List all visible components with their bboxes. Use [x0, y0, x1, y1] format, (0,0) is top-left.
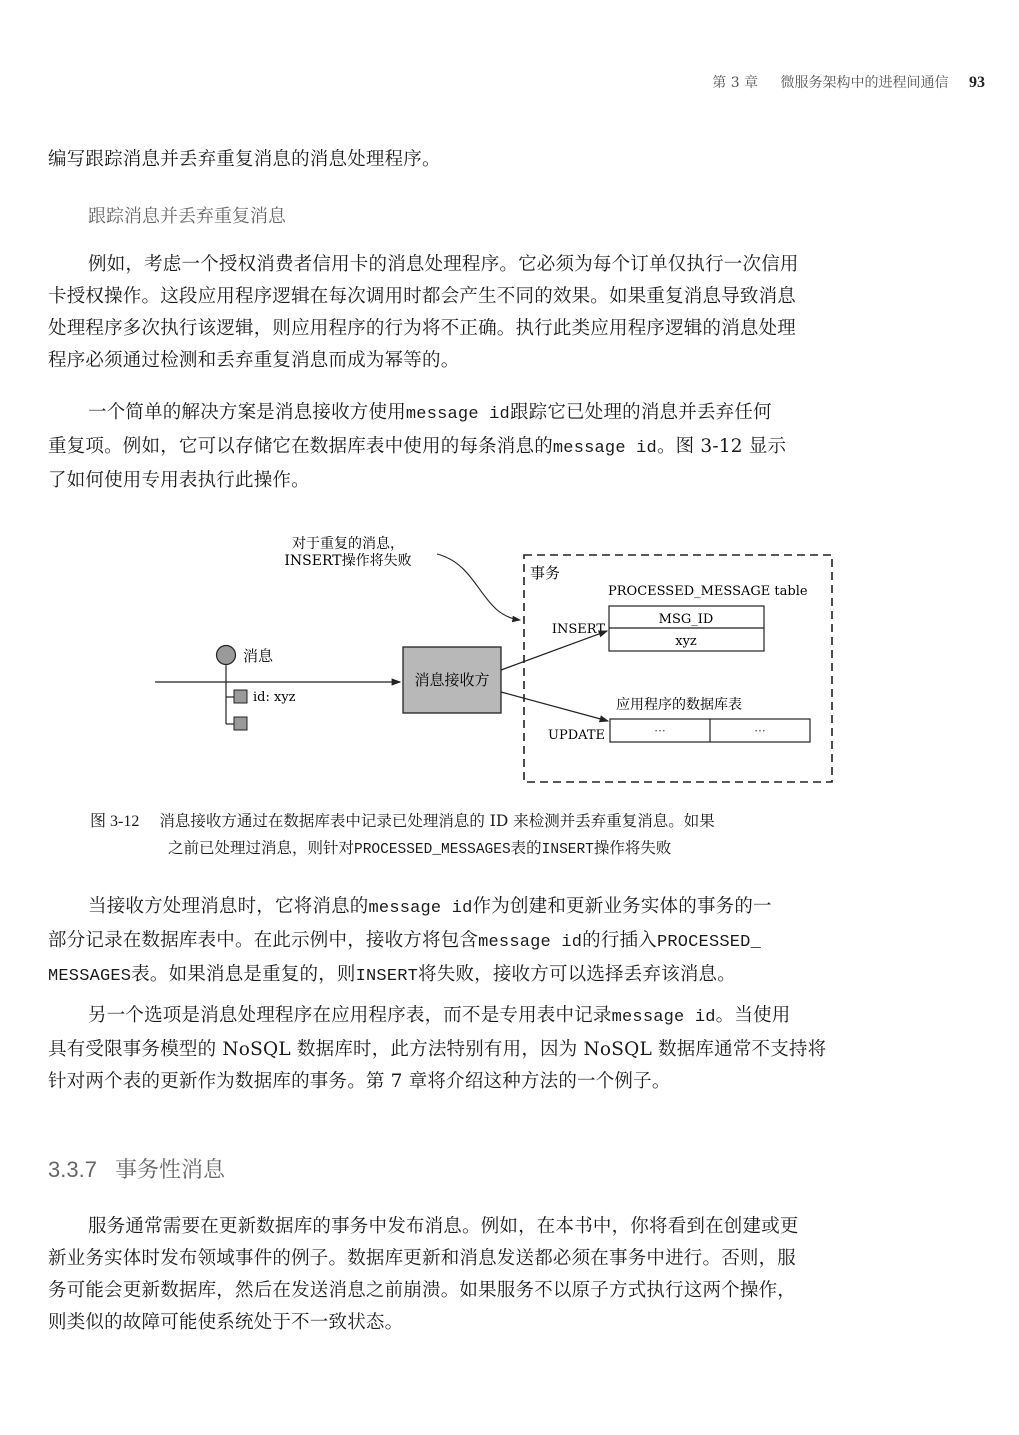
message-id-label: id: xyz	[253, 690, 296, 705]
text-line: 服务通常需要在更新数据库的事务中发布消息。例如，在本书中，你将看到在创建或更	[88, 1216, 799, 1237]
text-run: 。当使用	[715, 1005, 791, 1026]
section-number: 3.3.7	[48, 1157, 97, 1182]
code-message-id: message id	[611, 1008, 716, 1027]
page-number: 93	[969, 74, 985, 91]
chapter-number: 第 3 章	[712, 75, 759, 91]
transaction-label: 事务	[530, 564, 561, 582]
sub-heading: 跟踪消息并丢弃重复消息	[88, 206, 286, 227]
text-run: 将失败，接收方可以选择丢弃该消息。	[418, 964, 736, 985]
paragraph-3	[48, 891, 943, 993]
code-message-id: message id	[552, 439, 657, 458]
message-body-icon	[234, 717, 247, 730]
code-table-name: PROCESSED_MESSAGES	[354, 842, 511, 858]
code-message-id: message id	[368, 899, 473, 918]
message-header-icon	[234, 690, 247, 703]
processed-table-value: xyz	[675, 634, 697, 649]
text-line: 了如何使用专用表执行此操作。	[48, 470, 310, 491]
app-table-cell: ···	[654, 724, 666, 738]
text-run: 之前已处理过消息，则针对	[168, 839, 355, 857]
text-run: 操作将失败	[593, 839, 672, 857]
figure-caption	[90, 808, 950, 864]
update-arrow	[501, 692, 608, 721]
text-run: 重复项。例如，它可以存储它在数据库表中使用的每条消息的	[48, 436, 553, 457]
update-label: UPDATE	[548, 728, 605, 743]
paragraph-2	[48, 397, 943, 497]
message-label: 消息	[243, 647, 274, 665]
text-line	[48, 959, 943, 993]
chapter-title: 微服务架构中的进程间通信	[780, 75, 949, 91]
figure-number: 图 3-12	[90, 813, 140, 830]
running-header	[712, 72, 985, 92]
text-line: 则类似的故障可能使系统处于不一致状态。	[48, 1312, 404, 1333]
text-line: 处理程序多次执行该逻辑，则应用程序的行为将不正确。执行此类应用程序逻辑的消息处理	[48, 318, 797, 339]
code-table-name: MESSAGES	[48, 967, 132, 986]
insert-label: INSERT	[551, 622, 605, 637]
section-title: 事务性消息	[114, 1158, 225, 1183]
text-run: 。图 3-12 显示	[656, 436, 787, 457]
text-run: 部分记录在数据库表中。在此示例中，接收方将包含	[48, 930, 479, 951]
app-table-cell: ···	[754, 724, 766, 738]
text-run: 一个简单的解决方案是消息接收方使用	[88, 402, 406, 423]
text-run: 表的	[510, 839, 542, 857]
text-run: 当接收方处理消息时，它将消息的	[88, 896, 369, 917]
caption-line-2	[90, 835, 950, 864]
text-run: 另一个选项是消息处理程序在应用程序表，而不是专用表中记录	[88, 1005, 612, 1026]
annotation-arrow	[437, 554, 520, 620]
app-table-title: 应用程序的数据库表	[616, 697, 742, 713]
text-line: 新业务实体时发布领域事件的例子。数据库更新和消息发送都必须在事务中进行。否则，服	[48, 1248, 797, 1269]
code-message-id: message id	[478, 933, 583, 952]
message-icon	[217, 646, 236, 665]
text-line: 卡授权操作。这段应用程序逻辑在每次调用时都会产生不同的效果。如果重复消息导致消息	[48, 286, 797, 307]
text-line	[48, 1000, 943, 1034]
text-run: 的行插入	[582, 930, 657, 951]
code-message-id: message id	[405, 405, 510, 424]
paragraph-4	[48, 1000, 943, 1098]
paragraph-1	[48, 249, 943, 377]
text-run: 跟踪它已处理的消息并丢弃任何	[509, 402, 772, 423]
processed-table-title: PROCESSED_MESSAGE table	[608, 584, 808, 599]
caption-line-1: 消息接收方通过在数据库表中记录已处理消息的 ID 来检测并丢弃重复消息。如果	[159, 812, 715, 830]
processed-table-header: MSG_ID	[658, 612, 714, 627]
text-line: 例如，考虑一个授权消费者信用卡的消息处理程序。它必须为每个订单仅执行一次信用	[88, 254, 799, 275]
text-line: 针对两个表的更新作为数据库的事务。第 7 章将介绍这种方法的一个例子。	[48, 1071, 671, 1092]
annotation-line-2: INSERT操作将失败	[284, 553, 412, 569]
text-run: 表。如果消息是重复的，则	[131, 964, 356, 985]
code-insert: INSERT	[355, 967, 419, 986]
code-table-name: PROCESSED_	[656, 933, 761, 952]
text-line: 具有受限事务模型的 NoSQL 数据库时，此方法特别有用，因为 NoSQL 数据库通常不支持将	[48, 1039, 827, 1060]
diagram	[150, 525, 850, 795]
text-line	[48, 397, 943, 431]
annotation-line-1: 对于重复的消息，	[292, 536, 404, 552]
intro-line: 编写跟踪消息并丢弃重复消息的消息处理程序。	[48, 149, 441, 170]
text-line: 程序必须通过检测和丢弃重复消息而成为幂等的。	[48, 350, 460, 371]
code-insert: INSERT	[541, 842, 594, 858]
figure-3-12	[150, 525, 850, 795]
paragraph-5	[48, 1211, 943, 1339]
text-run: 作为创建和更新业务实体的事务的一	[472, 896, 772, 917]
intro-paragraph	[48, 144, 943, 176]
text-line	[48, 925, 943, 959]
text-line	[48, 431, 943, 465]
text-line: 务可能会更新数据库，然后在发送消息之前崩溃。如果服务不以原子方式执行这两个操作，	[48, 1280, 797, 1301]
receiver-label: 消息接收方	[414, 671, 490, 689]
text-line	[48, 891, 943, 925]
section-heading	[48, 1153, 225, 1184]
